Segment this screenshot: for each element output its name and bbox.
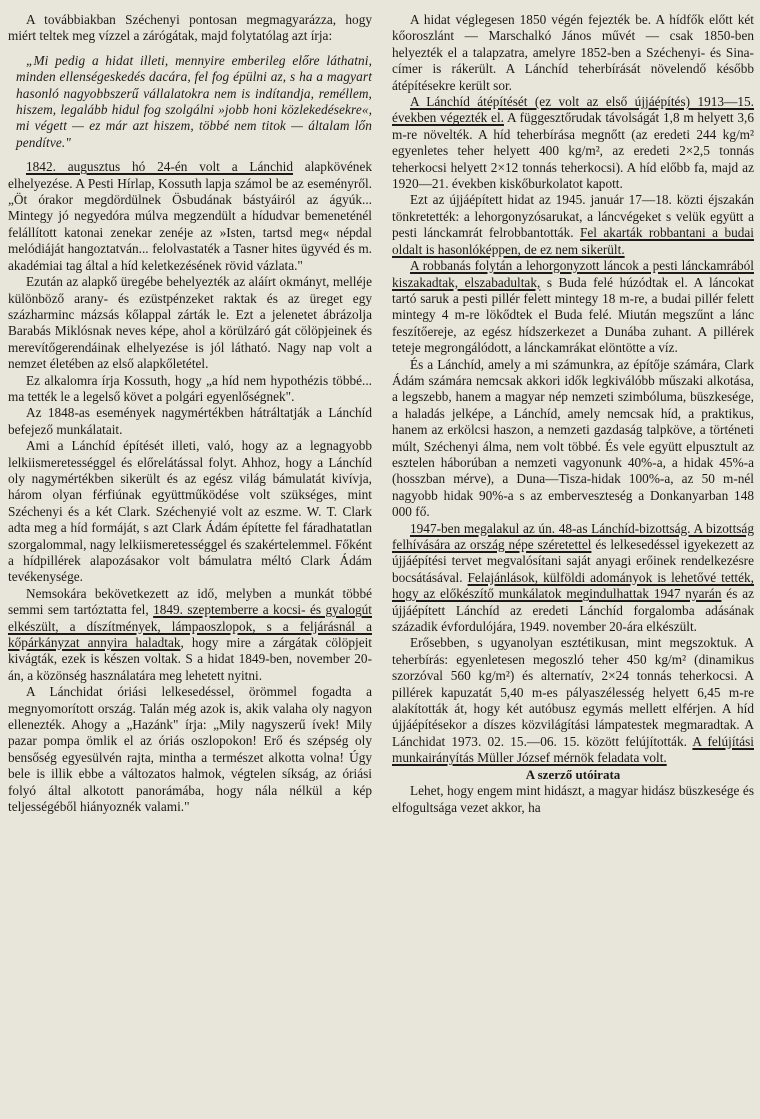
paragraph: A Lánchidat óriási lelkesedéssel, örömmel fogadta a megnyomorított ország. Talán még azok is, akik valaha oly nagyon ellenezték. Ahogy a „Hazánk" írja: „Mily nagyszerű ívek! Mily pazar pompa ömlik el az óriás oszlopokon! Erő és szépség oly bensőség egyesülvén rajta, mintha a természet alkotta volna! Úgy bele is illik ebbe a változatos halmok, végtelen síkság, az óriási folyó által alkotott panorámába, hogy nála nélkül a kép teljességéből hiányoznék valami." bbox=[8, 684, 372, 815]
paragraph: Ez alkalomra írja Kossuth, hogy „a híd nem hypothézis többé... ma tették le a legelső követ a polgári egyenlőségnek". bbox=[8, 372, 372, 404]
left-column bbox=[8, 12, 372, 816]
quote-block: „Mi pedig a hidat illeti, mennyire emberileg előre láthatni, minden ellenségeskedés dacára, fel fog épülni az, s ha a magyart hasonló nagyobbszerű vállalatokra nem is indítandja, reméllem, hiszem, legalább hidul fog szolgálni »jobb honi közlekedésekre«, mi végett — ez már azt hiszem, többé nem titok — általam lőn pendítve." bbox=[16, 52, 372, 150]
underlined-text: Felajánlások, külföldi adományok is lehetővé tették, hogy az előkészítő munkálatok megindulhattak 1947 nyarán bbox=[392, 569, 755, 602]
underlined-text: A felújítási munkairányítás Müller József mérnök feladata volt. bbox=[392, 733, 754, 766]
underlined-text: 1842. augusztus hó 24-én volt a Lánchid bbox=[26, 159, 293, 175]
right-column bbox=[392, 12, 754, 816]
paragraph bbox=[8, 586, 372, 684]
text-run: Ezt az újjáépített hidat az 1945. január 17—18. közti éjszakán tönkretették: a lehorgonyzósarukat, a láncvégeket s velük együtt a pesti lánckamrát felrobbantották. bbox=[392, 192, 754, 241]
paragraph bbox=[392, 258, 754, 356]
paragraph bbox=[392, 94, 754, 192]
text-run: és az újjáépített Lánchíd az eredeti Lánchíd forgalomba adásának századik évfordulójára, 1949. november 20-ára elkészült. bbox=[392, 586, 755, 635]
underlined-text: A Lánchíd átépítését (ez volt az első újjáépítés) 1913—15. években végezték el. bbox=[392, 94, 754, 126]
paragraph: Az 1848-as események nagymértékben hátráltatják a Lánchíd befejező munkálatait. bbox=[8, 405, 372, 437]
text-run: s Buda felé húzódtak el. A láncokat tartó saruk a pesti pillér felett mintegy 18 m-re, a budai pillér felett mintegy 4 m-re lökődtek el Buda felé. Miután megszűnt a lánc feszítőereje, az egész hídszerkezet a Dunába zuhant. A pillérek teteje megrongálódott, a lánckamrákat elöntötte a víz. bbox=[392, 274, 754, 356]
text-run: A függesztőrudak távolságát 1,8 m helyett 3,6 m-re növelték. A híd teherbírása megnőtt (az eredeti 244 kg/m² egyenletes teher helyett 400 kg/m², az eredeti 2×2,5 tonnás teherkocsi helyett 2×12 tonnás teherkocsi). A híd előbb fa, majd az 1920—21. években kiskőburkolatot kapott. bbox=[392, 110, 754, 192]
paragraph: Ezután az alapkő üregébe behelyezték az aláírt okmányt, melléje különböző arany- és ezüstpénzeket raktak és az üreget egy százharminc mázsás kőlappal zárták le. Ezt a jelenetet ábrázolja Barabás Miklósnak neves képe, ahol a körülzáró gát cölöpjeinek és merevítőgerendáinak elhelyezése is jól látható. Nagy nap volt a nemzet életében az első alapkőletétel. bbox=[8, 274, 372, 372]
paragraph bbox=[8, 159, 372, 274]
text-run: Erősebben, s ugyanolyan esztétikusan, mint megszoktuk. A teherbírás: egyenletesen megoszló teher 450 kg/m² (dinamikus szorzóval 560 kg/m²) és alternatív, 2×24 tonnás teherkocsi. A pillérek kapuzatát 5,40 m-es pályaszélesség helyett 6,45 m-re alakították át, hogy két autóbusz egymás mellett elférjen. A híd újjáépítésekor a díszes közvilágítási lámpatestek megmaradtak. A Lánchidat 1973. 02. 15.—06. 15. között felújították. bbox=[392, 635, 754, 749]
text-run: , hogy mire a zárgátak cölöpjeit kivágták, ezek is készen voltak. S a hidat 1849-ben, november 20-án, a közönség használatára meg lehetett nyitni. bbox=[8, 635, 372, 683]
underlined-text: 1849. szeptemberre a kocsi- és gyalogút elkészült, a díszítmények, lámpaoszlopok, s a feljárásnál a kőpárkányzat annyira haladtak bbox=[8, 602, 372, 651]
text-run: Nemsokára bekövetkezett az idő, melyben a munkát többé semmi sem tartóztatta fel, bbox=[8, 585, 372, 618]
paragraph: Ami a Lánchíd építését illeti, való, hogy az a legnagyobb lelkiismeretességgel és előrelátással folyt. Ahhoz, hogy a Lánchíd oly nagymértékben sikerült és az egész világ bámulatát kivívja, három olyan férfiúnak együttműködése volt szükséges, mint Széchenyi és a két Clark. Széchenyié volt az eszme. W. T. Clark adta meg a híd formáját, s azt Clark Ádám építette fel fáradhatatlan szorgalommal, nagy lelkiismeretességgel és szakértelemmel. Főként a hídpillérek alapozásakor volt bámulatra méltó Clark Ádám tevékenysége. bbox=[8, 438, 372, 585]
underlined-text: Fel akarták robbantani a budai oldalt is hasonlóképpen, de ez nem sikerült. bbox=[392, 225, 755, 257]
paragraph: A továbbiakban Széchenyi pontosan megmagyarázza, hogy miért teltek meg vízzel a zárógátak, majd folytatólag azt írja: bbox=[8, 12, 372, 44]
paragraph: A hidat véglegesen 1850 végén fejezték be. A hídfők előtt két kőoroszlánt — Marschalkó János művét — csak 1850-ben helyezték el a talapzatra, amelyre 1852-ben a Széchenyi- és Sina-címer is rákerült. A Lánchíd teherbírását növelendő később átépítésekre került sor. bbox=[392, 12, 754, 93]
paragraph: Lehet, hogy engem mint hidászt, a magyar hidász büszkesége és elfogultsága vezet akkor, ha bbox=[392, 783, 754, 815]
section-heading: A szerző utóirata bbox=[525, 766, 621, 782]
paragraph bbox=[392, 635, 754, 766]
text-run: alapkövének elhelyezése. A Pesti Hírlap, Kossuth lapja számol be az eseményről. „Öt órakor megdördülnek Ösbudának bástyáiról az ágyúk... Mintegy jó negyedóra múlva megzendült a hídudvar bemeneténél felállított katonai zenekar zenéje az »Isten, tartsd meg« népdal melódiáját hangoztatván... felolvastaték a Tasner hites ügyvéd és m. akadémiai tag által a híd keletkezésének rövid vázlata." bbox=[8, 159, 372, 273]
text-run: és lelkesedéssel igyekezett az újjáépítési tervet megvalósítani saját anyagi erőinek rendelkezésre bocsátásával. bbox=[392, 537, 754, 585]
paragraph bbox=[392, 192, 754, 258]
paragraph bbox=[392, 521, 754, 636]
paragraph: És a Lánchíd, amely a mi számunkra, az építője számára, Clark Ádám számára nemcsak akkori idők legkiválóbb műszaki alkotása, a legszebb, hanem a magyar nép nemzeti szimbóluma, büszkesége, a haladás jelképe, a Lánchíd, amely nemcsak híd, a praktikus, hanem az erkölcsi haszon, a nemzeti gazdaság talpköve, a történeti múlt, Széchenyi álma, nem volt többé. És vele együtt elpusztult az esztelen háborúban a nemzeti vagyonunk 40%-a, a hidak 45%-a (hosszban mérve), a Duna—Tisza-hidak 100%-a, az 50 m-nél nagyobb hidak 90%-a s az emberveszteség a Donkanyarban 148 000 fő. bbox=[392, 356, 754, 520]
underlined-text: 1947-ben megalakul az ún. 48-as Lánchíd-bizottság. A bizottság felhívására az ország népe széretettel bbox=[392, 520, 754, 552]
underlined-text: A robbanás folytán a lehorgonyzott láncok a pesti lánckamrából kiszakadtak, elszabadultak, bbox=[392, 258, 754, 290]
